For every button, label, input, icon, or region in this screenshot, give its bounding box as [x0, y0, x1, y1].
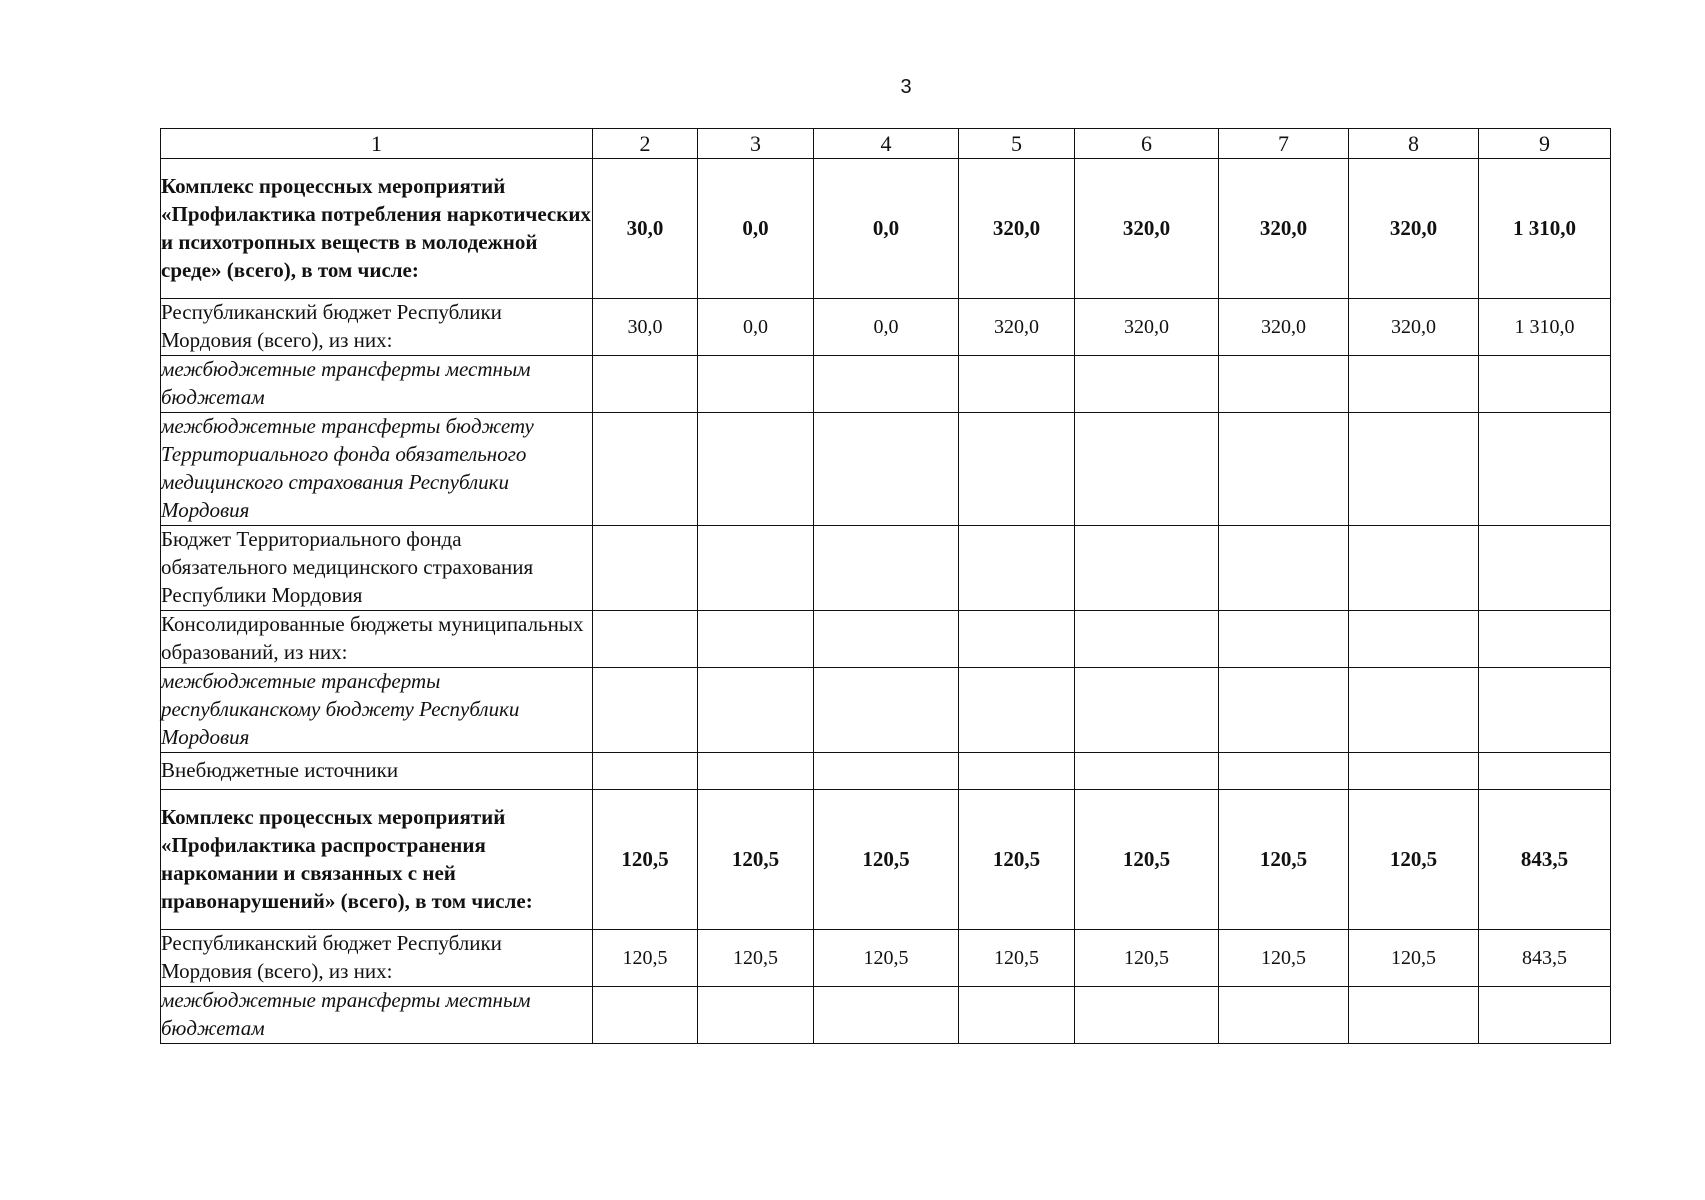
value-cell: 1 310,0: [1479, 299, 1611, 356]
header-cell: 5: [959, 129, 1075, 159]
value-cell: [1219, 356, 1349, 413]
value-cell: 320,0: [1219, 299, 1349, 356]
value-cell: [814, 987, 959, 1044]
value-cell: [814, 356, 959, 413]
value-cell: [1479, 413, 1611, 526]
value-cell: [1219, 611, 1349, 668]
row-label: Бюджет Территориального фонда обязательного медицинского страхования Республики Мордовия: [161, 526, 593, 611]
table-row: [161, 526, 1611, 611]
value-cell: 120,5: [593, 790, 698, 930]
value-cell: [593, 987, 698, 1044]
value-cell: [698, 668, 814, 753]
value-cell: [959, 413, 1075, 526]
value-cell: [1479, 668, 1611, 753]
value-cell: 120,5: [1349, 930, 1479, 987]
value-cell: [959, 356, 1075, 413]
value-cell: [1349, 611, 1479, 668]
value-cell: 320,0: [1219, 159, 1349, 299]
value-cell: [1219, 753, 1349, 790]
value-cell: [698, 987, 814, 1044]
value-cell: 120,5: [814, 930, 959, 987]
value-cell: [1075, 413, 1219, 526]
row-label: Республиканский бюджет Республики Мордовия (всего), из них:: [161, 299, 593, 356]
value-cell: 320,0: [1349, 299, 1479, 356]
table-row: [161, 987, 1611, 1044]
value-cell: 120,5: [1219, 790, 1349, 930]
value-cell: [1349, 668, 1479, 753]
value-cell: 0,0: [814, 299, 959, 356]
value-cell: 120,5: [698, 790, 814, 930]
value-cell: 120,5: [698, 930, 814, 987]
value-cell: 320,0: [1075, 159, 1219, 299]
value-cell: [1075, 611, 1219, 668]
value-cell: [593, 526, 698, 611]
row-label: Республиканский бюджет Республики Мордовия (всего), из них:: [161, 930, 593, 987]
header-cell: 9: [1479, 129, 1611, 159]
value-cell: [593, 356, 698, 413]
table-row: [161, 790, 1611, 930]
value-cell: [959, 987, 1075, 1044]
value-cell: 120,5: [814, 790, 959, 930]
value-cell: [1479, 356, 1611, 413]
row-label: Консолидированные бюджеты муниципальных образований, из них:: [161, 611, 593, 668]
value-cell: [1479, 753, 1611, 790]
value-cell: [1349, 753, 1479, 790]
value-cell: [1349, 987, 1479, 1044]
value-cell: 320,0: [959, 159, 1075, 299]
value-cell: [1479, 987, 1611, 1044]
value-cell: 30,0: [593, 299, 698, 356]
value-cell: 120,5: [1349, 790, 1479, 930]
row-label: Внебюджетные источники: [161, 753, 593, 790]
value-cell: [593, 753, 698, 790]
value-cell: 120,5: [1075, 790, 1219, 930]
value-cell: [814, 413, 959, 526]
header-cell: 7: [1219, 129, 1349, 159]
header-cell: 4: [814, 129, 959, 159]
value-cell: [1219, 668, 1349, 753]
table-row: [161, 159, 1611, 299]
value-cell: [1219, 413, 1349, 526]
budget-table: [160, 128, 1611, 1044]
table-row: [161, 356, 1611, 413]
value-cell: [698, 413, 814, 526]
value-cell: [698, 356, 814, 413]
value-cell: 320,0: [1349, 159, 1479, 299]
value-cell: [959, 611, 1075, 668]
table-row: [161, 299, 1611, 356]
value-cell: [1479, 611, 1611, 668]
value-cell: 0,0: [814, 159, 959, 299]
value-cell: [593, 668, 698, 753]
value-cell: 30,0: [593, 159, 698, 299]
value-cell: [1349, 526, 1479, 611]
row-label: Комплекс процессных мероприятий «Профилактика потребления наркотических и психотропных веществ в молодежной среде» (всего), в том числе:: [161, 159, 593, 299]
value-cell: [1479, 526, 1611, 611]
value-cell: 0,0: [698, 159, 814, 299]
header-cell: 8: [1349, 129, 1479, 159]
page-number: 3: [900, 76, 912, 98]
table-row: [161, 413, 1611, 526]
header-cell: 6: [1075, 129, 1219, 159]
table-row: [161, 753, 1611, 790]
value-cell: 843,5: [1479, 790, 1611, 930]
value-cell: [1349, 413, 1479, 526]
value-cell: [593, 413, 698, 526]
value-cell: [1075, 526, 1219, 611]
row-label: межбюджетные трансферты республиканскому бюджету Республики Мордовия: [161, 668, 593, 753]
value-cell: 320,0: [1075, 299, 1219, 356]
value-cell: 120,5: [593, 930, 698, 987]
row-label: Комплекс процессных мероприятий «Профилактика распространения наркомании и связанных с ней правонарушений» (всего), в том числе:: [161, 790, 593, 930]
value-cell: 320,0: [959, 299, 1075, 356]
value-cell: [1075, 753, 1219, 790]
value-cell: 120,5: [959, 930, 1075, 987]
row-label: межбюджетные трансферты местным бюджетам: [161, 987, 593, 1044]
value-cell: [814, 526, 959, 611]
value-cell: [1075, 668, 1219, 753]
value-cell: [1219, 526, 1349, 611]
value-cell: [698, 753, 814, 790]
row-label: межбюджетные трансферты местным бюджетам: [161, 356, 593, 413]
value-cell: [698, 526, 814, 611]
header-row: [161, 129, 1611, 159]
value-cell: [959, 668, 1075, 753]
value-cell: [1075, 987, 1219, 1044]
header-cell: 1: [161, 129, 593, 159]
value-cell: [814, 668, 959, 753]
value-cell: [698, 611, 814, 668]
value-cell: [959, 753, 1075, 790]
header-cell: 2: [593, 129, 698, 159]
value-cell: [1075, 356, 1219, 413]
value-cell: 1 310,0: [1479, 159, 1611, 299]
value-cell: 120,5: [1219, 930, 1349, 987]
value-cell: [814, 753, 959, 790]
table-row: [161, 930, 1611, 987]
value-cell: 0,0: [698, 299, 814, 356]
value-cell: [1349, 356, 1479, 413]
value-cell: 120,5: [959, 790, 1075, 930]
value-cell: [959, 526, 1075, 611]
value-cell: [1219, 987, 1349, 1044]
table-row: [161, 668, 1611, 753]
value-cell: 843,5: [1479, 930, 1611, 987]
value-cell: 120,5: [1075, 930, 1219, 987]
row-label: межбюджетные трансферты бюджету Территориального фонда обязательного медицинского страхования Республики Мордовия: [161, 413, 593, 526]
header-cell: 3: [698, 129, 814, 159]
value-cell: [593, 611, 698, 668]
value-cell: [814, 611, 959, 668]
table-row: [161, 611, 1611, 668]
